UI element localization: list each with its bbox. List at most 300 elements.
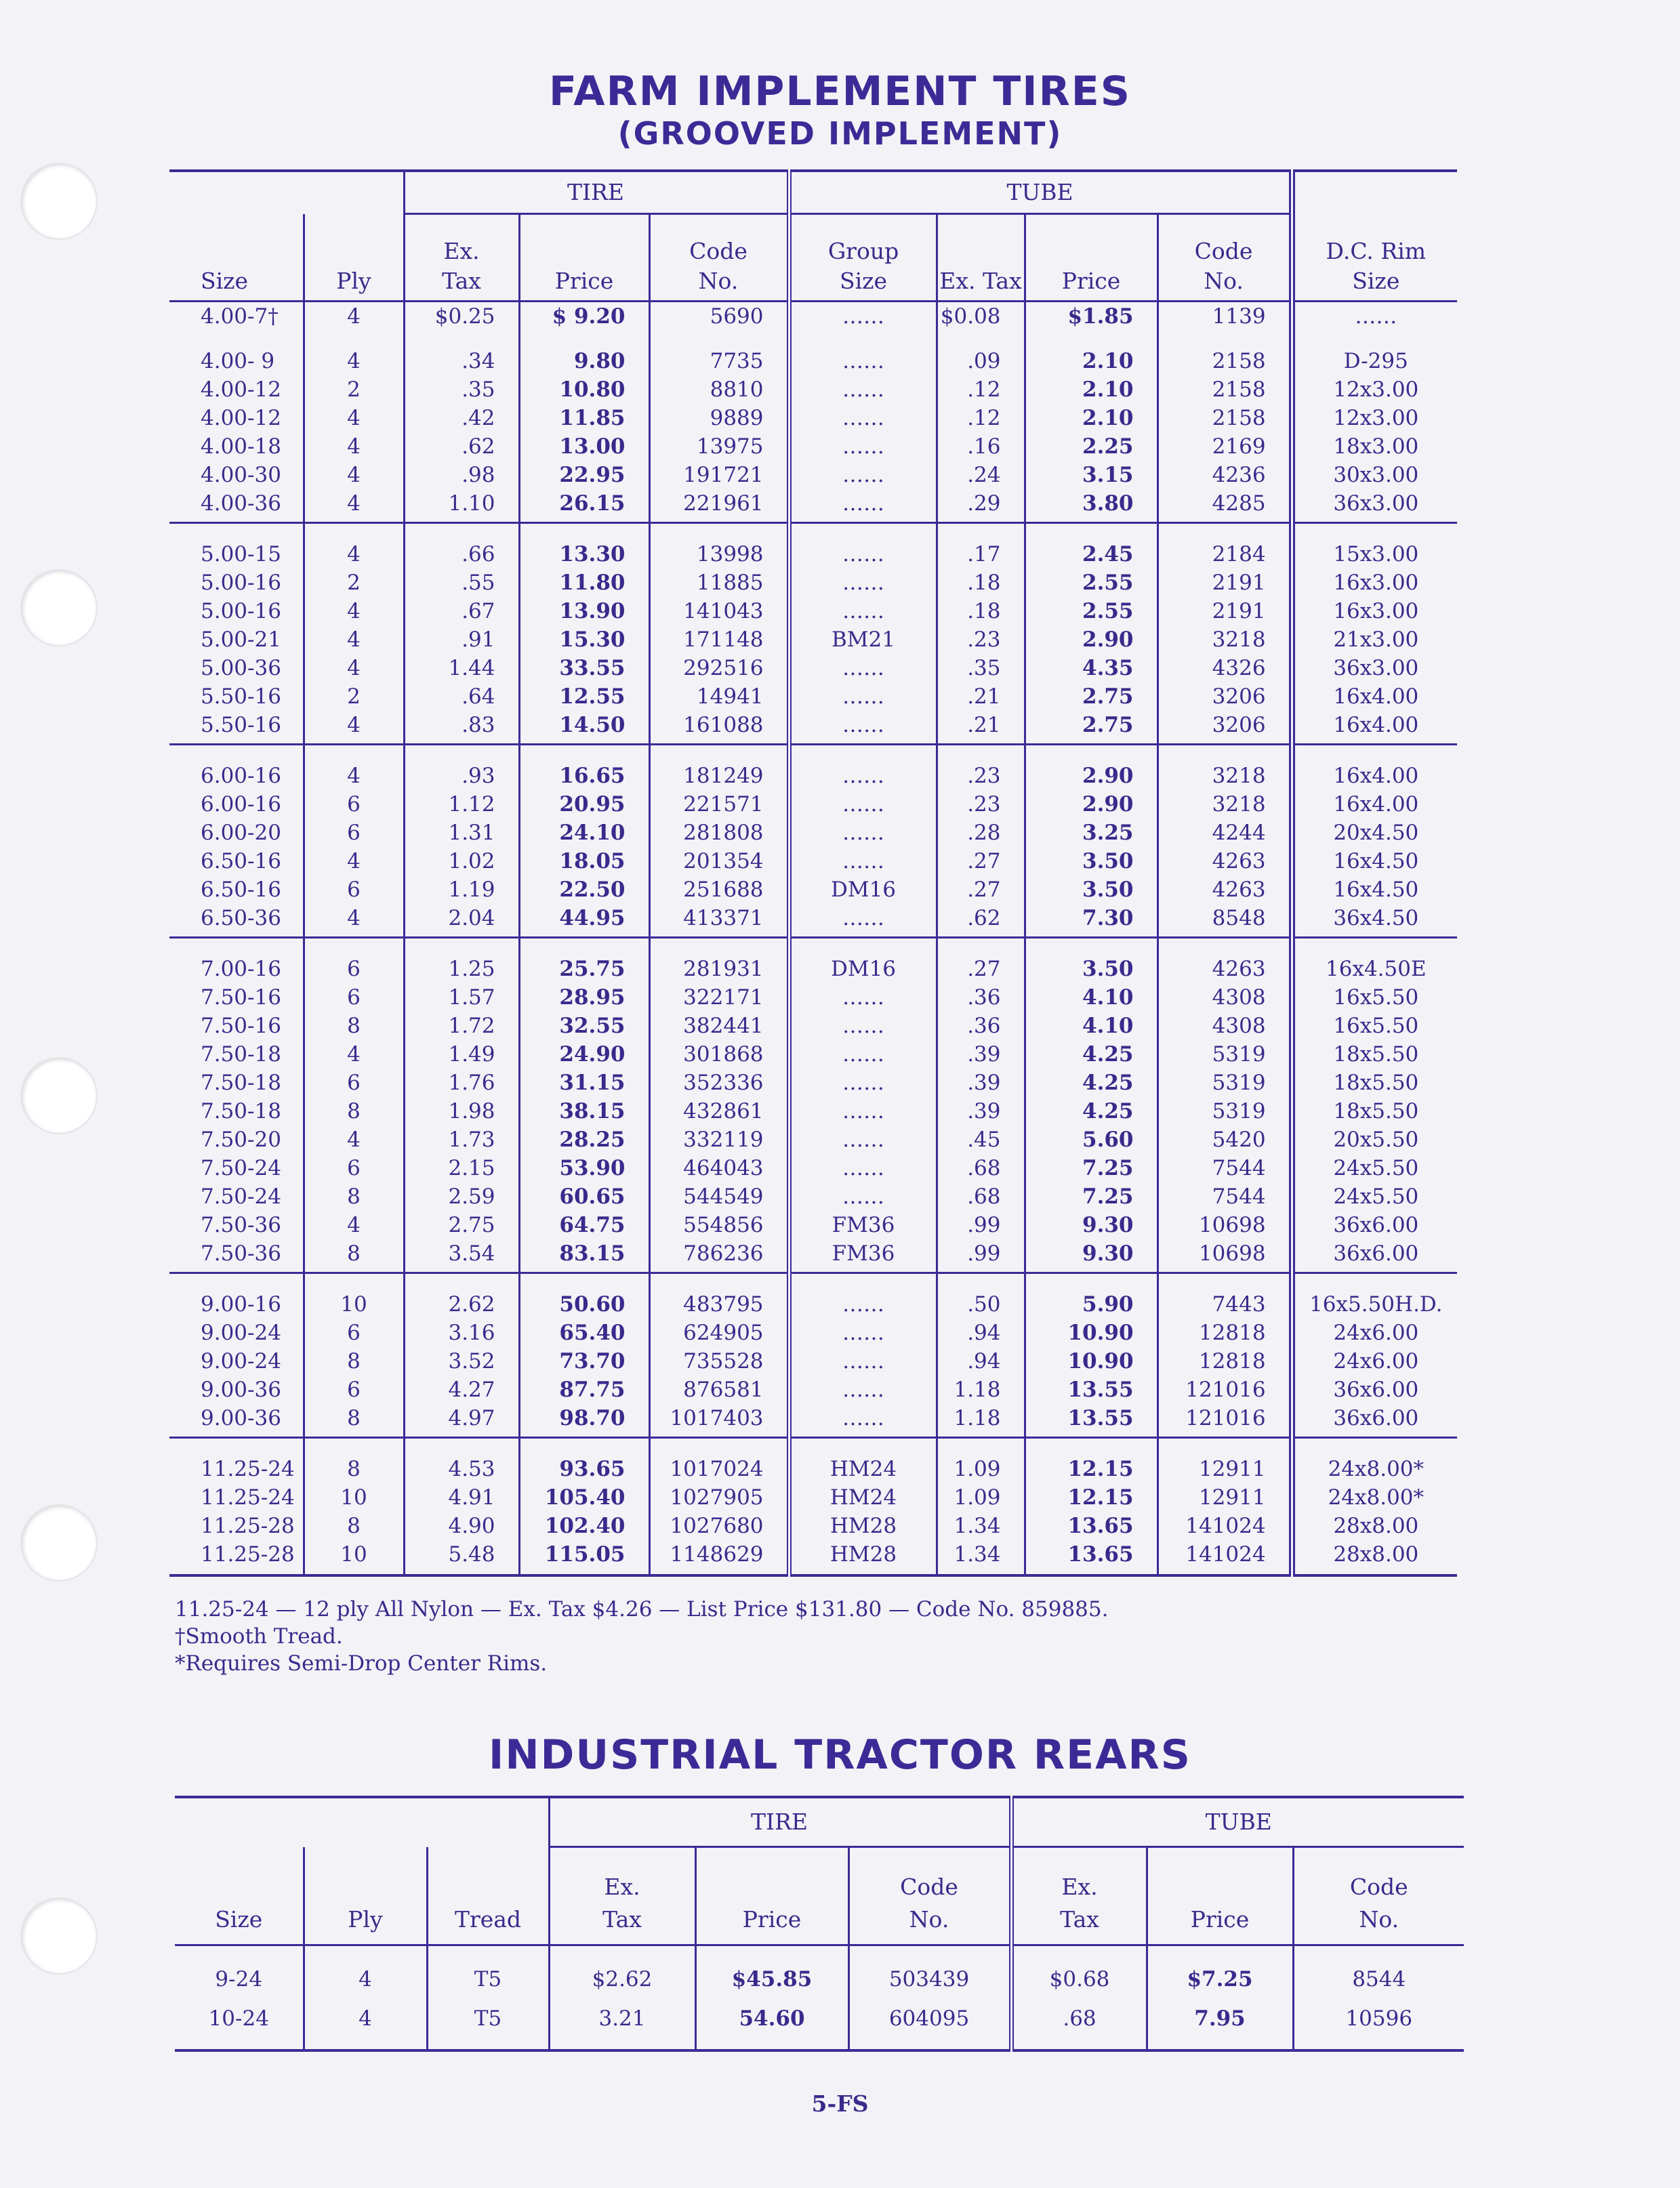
cell-price: 64.75 <box>519 1211 649 1239</box>
cell-tube-code-no: 10698 <box>1157 1239 1292 1273</box>
cell-tube-price: 3.50 <box>1025 847 1157 875</box>
cell-size: 5.00-15 <box>201 542 281 566</box>
table-row <box>169 404 1457 432</box>
table-row <box>169 682 1457 711</box>
cell-ex-tax: .35 <box>404 375 519 404</box>
cell-tube-code-no: 2191 <box>1157 569 1292 597</box>
cell-price: 15.30 <box>519 625 649 654</box>
cell-group-size: …… <box>789 819 937 847</box>
cell-tube-code-no: 2158 <box>1157 375 1292 404</box>
binder-hole <box>20 163 98 240</box>
cell-rim-size: 16x4.50 <box>1292 847 1457 875</box>
cell-rim-size: 24x8.00* <box>1292 1438 1457 1484</box>
cell-group-size: …… <box>789 1040 937 1069</box>
cell-size: 11.25-24 <box>201 1485 295 1510</box>
cell-rim-size: 16x3.00 <box>1292 597 1457 625</box>
tube-group-header: TUBE <box>789 171 1292 214</box>
cell-code-no: 876581 <box>649 1376 789 1404</box>
cell-ex-tax: 1.98 <box>404 1097 519 1126</box>
cell-rim-size: 12x3.00 <box>1292 375 1457 404</box>
ind-tire-group-header: TIRE <box>549 1797 1011 1847</box>
cell-code-no: 7735 <box>649 331 789 375</box>
cell-size: 7.50-16 <box>201 985 281 1010</box>
cell-price: 73.70 <box>519 1347 649 1376</box>
cell-ply: 2 <box>304 569 404 597</box>
cell-tube-price: 4.35 <box>1025 654 1157 682</box>
cell-tube-code-no: 3218 <box>1157 625 1292 654</box>
cell-ex-tax: .98 <box>404 461 519 489</box>
table-row <box>169 1273 1457 1319</box>
cell-tube-price: 2.25 <box>1025 432 1157 461</box>
table-row <box>169 375 1457 404</box>
cell-ex-tax: .42 <box>404 404 519 432</box>
cell-code-no: 1148629 <box>649 1540 789 1575</box>
cell-group-size: …… <box>789 404 937 432</box>
cell-ply: 4 <box>304 625 404 654</box>
cell-price: 31.15 <box>519 1069 649 1097</box>
cell-rim-size: 24x6.00 <box>1292 1319 1457 1347</box>
cell-tube-code-no: 8548 <box>1157 904 1292 938</box>
col-price: Price <box>519 214 649 302</box>
ind-tube-group-header: TUBE <box>1011 1797 1464 1847</box>
ind-col-code-no: Code No. <box>848 1847 1011 1945</box>
cell-size: 6.50-16 <box>201 849 281 873</box>
cell-tube-ex-tax: .36 <box>937 983 1025 1012</box>
table-row <box>169 1239 1457 1273</box>
cell-tube-ex-tax: .23 <box>937 745 1025 791</box>
cell-ply: 6 <box>304 1376 404 1404</box>
cell-ply: 4 <box>304 711 404 745</box>
ind-cell-tube-price: $7.25 <box>1147 1945 1293 2000</box>
table-row <box>169 1154 1457 1182</box>
cell-price: 12.55 <box>519 682 649 711</box>
cell-tube-price: 7.25 <box>1025 1154 1157 1182</box>
cell-tube-code-no: 121016 <box>1157 1404 1292 1438</box>
cell-size: 5.50-16 <box>201 684 281 709</box>
cell-rim-size: 36x6.00 <box>1292 1239 1457 1273</box>
cell-rim-size: 16x5.50H.D. <box>1292 1273 1457 1319</box>
cell-tube-price: 4.25 <box>1025 1069 1157 1097</box>
cell-group-size: …… <box>789 331 937 375</box>
cell-tube-price: 7.30 <box>1025 904 1157 938</box>
cell-size: 5.50-16 <box>169 711 304 745</box>
cell-tube-ex-tax: .45 <box>937 1126 1025 1154</box>
cell-tube-price: 12.15 <box>1025 1483 1157 1512</box>
cell-tube-price: 2.90 <box>1025 790 1157 819</box>
ind-cell-tube-price: 7.95 <box>1147 1999 1293 2050</box>
table-row <box>175 1999 1464 2050</box>
cell-rim-size: 16x5.50 <box>1292 1012 1457 1040</box>
table-row <box>169 745 1457 791</box>
ind-cell-ply: 4 <box>304 1945 427 2000</box>
cell-code-no: 544549 <box>649 1182 789 1211</box>
cell-tube-price: 2.55 <box>1025 569 1157 597</box>
table-row <box>169 302 1457 331</box>
cell-tube-code-no: 4308 <box>1157 983 1292 1012</box>
cell-ex-tax: .34 <box>404 331 519 375</box>
ind-col-tube-price: Price <box>1147 1847 1293 1945</box>
ind-col-tube-ex-tax: Ex. Tax <box>1011 1847 1147 1945</box>
cell-group-size: …… <box>789 597 937 625</box>
cell-tube-ex-tax: .29 <box>937 489 1025 523</box>
cell-ply: 10 <box>304 1483 404 1512</box>
col-tube-ex-tax: Ex. Tax <box>937 214 1025 302</box>
cell-tube-ex-tax: 1.18 <box>937 1376 1025 1404</box>
cell-price: 16.65 <box>519 745 649 791</box>
table-row <box>169 1347 1457 1376</box>
cell-price: 93.65 <box>519 1438 649 1484</box>
cell-group-size: …… <box>789 745 937 791</box>
cell-ex-tax: 1.44 <box>404 654 519 682</box>
cell-code-no: 191721 <box>649 461 789 489</box>
cell-tube-price: $1.85 <box>1025 302 1157 331</box>
table-row <box>169 904 1457 938</box>
cell-code-no: 735528 <box>649 1347 789 1376</box>
cell-price: 13.90 <box>519 597 649 625</box>
table-row <box>169 489 1457 523</box>
col-tube-price: Price <box>1025 214 1157 302</box>
cell-rim-size: 28x8.00 <box>1292 1540 1457 1575</box>
cell-tube-price: 7.25 <box>1025 1182 1157 1211</box>
ind-cell-ex-tax: $2.62 <box>549 1945 695 2000</box>
cell-size: 7.50-20 <box>201 1128 281 1152</box>
cell-ex-tax: 4.53 <box>404 1438 519 1484</box>
cell-tube-price: 10.90 <box>1025 1347 1157 1376</box>
cell-tube-price: 2.55 <box>1025 597 1157 625</box>
cell-group-size: …… <box>789 375 937 404</box>
cell-tube-ex-tax: 1.09 <box>937 1438 1025 1484</box>
cell-size: 11.25-24 <box>201 1457 295 1481</box>
cell-code-no: 786236 <box>649 1239 789 1273</box>
col-size: Size <box>169 214 304 302</box>
cell-ex-tax: 1.10 <box>404 489 519 523</box>
cell-tube-ex-tax: .09 <box>937 331 1025 375</box>
cell-rim-size: 36x4.50 <box>1292 904 1457 938</box>
cell-ply: 2 <box>304 682 404 711</box>
cell-group-size: …… <box>789 1319 937 1347</box>
ind-col-price: Price <box>695 1847 848 1945</box>
cell-code-no: 251688 <box>649 875 789 904</box>
footnotes <box>175 1596 1108 1677</box>
cell-size: 5.00-36 <box>201 656 281 680</box>
cell-price: 13.00 <box>519 432 649 461</box>
ind-cell-tube-ex-tax: .68 <box>1011 1999 1147 2050</box>
cell-rim-size: 16x4.00 <box>1292 682 1457 711</box>
cell-code-no: 382441 <box>649 1012 789 1040</box>
cell-tube-code-no: 3218 <box>1157 745 1292 791</box>
cell-tube-ex-tax: 1.34 <box>937 1512 1025 1540</box>
cell-ply: 10 <box>304 1540 404 1575</box>
cell-tube-ex-tax: .94 <box>937 1319 1025 1347</box>
cell-tube-ex-tax: .24 <box>937 461 1025 489</box>
cell-tube-ex-tax: .27 <box>937 938 1025 984</box>
cell-group-size: FM36 <box>789 1239 937 1273</box>
ind-col-tread: Tread <box>427 1847 549 1945</box>
cell-ply: 8 <box>304 1404 404 1438</box>
cell-ply: 6 <box>304 790 404 819</box>
cell-ply: 6 <box>304 875 404 904</box>
cell-group-size: …… <box>789 1182 937 1211</box>
cell-ex-tax: 5.48 <box>404 1540 519 1575</box>
cell-code-no: 332119 <box>649 1126 789 1154</box>
cell-rim-size: 20x4.50 <box>1292 819 1457 847</box>
col-group-size: Group Size <box>789 214 937 302</box>
cell-ex-tax: .62 <box>404 432 519 461</box>
cell-price: 24.90 <box>519 1040 649 1069</box>
table-row <box>169 1438 1457 1484</box>
ind-col-ex-tax: Ex. Tax <box>549 1847 695 1945</box>
cell-tube-code-no: 2184 <box>1157 523 1292 569</box>
cell-tube-ex-tax: $0.08 <box>937 302 1025 331</box>
cell-ply: 6 <box>304 1069 404 1097</box>
cell-group-size: HM24 <box>789 1438 937 1484</box>
cell-tube-code-no: 5319 <box>1157 1040 1292 1069</box>
cell-tube-ex-tax: 1.18 <box>937 1404 1025 1438</box>
table-row <box>169 1483 1457 1512</box>
industrial-title: INDUSTRIAL TRACTOR REARS <box>489 1731 1191 1779</box>
cell-tube-price: 4.25 <box>1025 1040 1157 1069</box>
cell-tube-code-no: 4326 <box>1157 654 1292 682</box>
cell-group-size: …… <box>789 682 937 711</box>
cell-ex-tax: 1.57 <box>404 983 519 1012</box>
table-row <box>169 1182 1457 1211</box>
cell-code-no: 432861 <box>649 1097 789 1126</box>
cell-ex-tax: 1.19 <box>404 875 519 904</box>
cell-tube-code-no: 4263 <box>1157 847 1292 875</box>
cell-size: 7.50-18 <box>201 1042 281 1067</box>
footnote-semi-drop: *Requires Semi-Drop Center Rims. <box>175 1651 548 1676</box>
cell-tube-ex-tax: .99 <box>937 1239 1025 1273</box>
cell-tube-ex-tax: .27 <box>937 875 1025 904</box>
cell-ply: 4 <box>304 404 404 432</box>
cell-tube-code-no: 121016 <box>1157 1376 1292 1404</box>
cell-group-size: …… <box>789 904 937 938</box>
cell-tube-price: 10.90 <box>1025 1319 1157 1347</box>
cell-ply: 6 <box>304 819 404 847</box>
cell-price: 65.40 <box>519 1319 649 1347</box>
cell-tube-ex-tax: .18 <box>937 597 1025 625</box>
cell-code-no: 554856 <box>649 1211 789 1239</box>
cell-tube-ex-tax: .21 <box>937 711 1025 745</box>
cell-tube-ex-tax: .99 <box>937 1211 1025 1239</box>
cell-ex-tax: .91 <box>404 625 519 654</box>
cell-code-no: 1027680 <box>649 1512 789 1540</box>
cell-tube-ex-tax: .39 <box>937 1069 1025 1097</box>
table-row <box>169 654 1457 682</box>
cell-group-size: …… <box>789 847 937 875</box>
ind-cell-ply: 4 <box>304 1999 427 2050</box>
cell-rim-size: 16x4.00 <box>1292 711 1457 745</box>
cell-group-size: …… <box>789 790 937 819</box>
cell-size: 4.00-12 <box>201 377 281 402</box>
cell-group-size: …… <box>789 1404 937 1438</box>
cell-size: 4.00- 9 <box>201 349 275 373</box>
cell-ex-tax: .67 <box>404 597 519 625</box>
cell-tube-ex-tax: .23 <box>937 790 1025 819</box>
cell-group-size: HM28 <box>789 1540 937 1575</box>
cell-code-no: 14941 <box>649 682 789 711</box>
cell-tube-code-no: 4308 <box>1157 1012 1292 1040</box>
ind-cell-price: 54.60 <box>695 1999 848 2050</box>
cell-rim-size: 36x6.00 <box>1292 1404 1457 1438</box>
cell-tube-price: 2.75 <box>1025 682 1157 711</box>
cell-group-size: …… <box>789 1126 937 1154</box>
table-row <box>169 790 1457 819</box>
cell-ply: 4 <box>304 432 404 461</box>
cell-size: 4.00-7† <box>201 304 279 329</box>
cell-size: 7.50-18 <box>201 1099 281 1123</box>
cell-ply: 4 <box>304 1040 404 1069</box>
cell-tube-code-no: 5420 <box>1157 1126 1292 1154</box>
table-row <box>169 597 1457 625</box>
table-row <box>169 1404 1457 1438</box>
cell-price: 22.50 <box>519 875 649 904</box>
cell-price: 28.95 <box>519 983 649 1012</box>
ind-cell-code-no: 604095 <box>848 1999 1011 2050</box>
cell-tube-ex-tax: .12 <box>937 404 1025 432</box>
cell-size: 6.50-36 <box>169 904 304 938</box>
cell-tube-ex-tax: 1.34 <box>937 1540 1025 1575</box>
cell-size: 4.00-30 <box>201 463 281 487</box>
cell-ex-tax: 1.12 <box>404 790 519 819</box>
cell-code-no: 413371 <box>649 904 789 938</box>
cell-price: 14.50 <box>519 711 649 745</box>
farm-tire-table <box>169 169 1457 1577</box>
cell-tube-ex-tax: .50 <box>937 1273 1025 1319</box>
cell-tube-code-no: 4263 <box>1157 938 1292 984</box>
table-row <box>169 983 1457 1012</box>
cell-ex-tax: 1.73 <box>404 1126 519 1154</box>
cell-ply: 4 <box>304 302 404 331</box>
ind-cell-tube-code-no: 8544 <box>1293 1945 1464 2000</box>
cell-code-no: 11885 <box>649 569 789 597</box>
cell-group-size: …… <box>789 1069 937 1097</box>
ind-col-tube-code-no: Code No. <box>1293 1847 1464 1945</box>
cell-ply: 4 <box>304 331 404 375</box>
ind-col-size: Size <box>175 1847 304 1945</box>
cell-size: 7.50-24 <box>201 1156 281 1180</box>
cell-ex-tax: 3.52 <box>404 1347 519 1376</box>
cell-ex-tax: 4.90 <box>404 1512 519 1540</box>
cell-ex-tax: .93 <box>404 745 519 791</box>
cell-price: 44.95 <box>519 904 649 938</box>
cell-ply: 4 <box>304 597 404 625</box>
cell-size: 11.25-28 <box>201 1514 295 1538</box>
cell-group-size: …… <box>789 432 937 461</box>
cell-tube-code-no: 1139 <box>1157 302 1292 331</box>
cell-price: 87.75 <box>519 1376 649 1404</box>
cell-tube-ex-tax: .28 <box>937 819 1025 847</box>
cell-price: 32.55 <box>519 1012 649 1040</box>
cell-tube-price: 12.15 <box>1025 1438 1157 1484</box>
cell-tube-ex-tax: 1.09 <box>937 1483 1025 1512</box>
table-row <box>169 1319 1457 1347</box>
cell-ex-tax: .64 <box>404 682 519 711</box>
cell-tube-code-no: 12818 <box>1157 1319 1292 1347</box>
cell-code-no: 624905 <box>649 1319 789 1347</box>
cell-tube-price: 2.10 <box>1025 375 1157 404</box>
cell-tube-code-no: 2158 <box>1157 404 1292 432</box>
cell-group-size: …… <box>789 461 937 489</box>
cell-code-no: 201354 <box>649 847 789 875</box>
cell-tube-code-no: 7544 <box>1157 1182 1292 1211</box>
cell-rim-size: 24x5.50 <box>1292 1154 1457 1182</box>
cell-tube-ex-tax: .16 <box>937 432 1025 461</box>
cell-group-size: …… <box>789 302 937 331</box>
cell-tube-price: 3.15 <box>1025 461 1157 489</box>
cell-size: 7.50-16 <box>201 1014 281 1038</box>
cell-code-no: 1027905 <box>649 1483 789 1512</box>
cell-tube-code-no: 7544 <box>1157 1154 1292 1182</box>
cell-group-size: …… <box>789 489 937 523</box>
cell-tube-price: 13.65 <box>1025 1540 1157 1575</box>
farm-title: FARM IMPLEMENT TIRES <box>549 68 1131 115</box>
cell-tube-price: 2.90 <box>1025 625 1157 654</box>
cell-size: 4.00-12 <box>201 406 281 430</box>
cell-code-no: 161088 <box>649 711 789 745</box>
cell-ply: 4 <box>304 1211 404 1239</box>
binder-hole <box>20 569 98 646</box>
cell-price: 102.40 <box>519 1512 649 1540</box>
cell-price: 25.75 <box>519 938 649 984</box>
footnote-nylon: 11.25-24 — 12 ply All Nylon — Ex. Tax $4.26 — List Price $131.80 — Code No. 859885. <box>175 1597 1109 1622</box>
cell-code-no: 9889 <box>649 404 789 432</box>
cell-ex-tax: 2.59 <box>404 1182 519 1211</box>
cell-tube-ex-tax: .94 <box>937 1347 1025 1376</box>
cell-tube-code-no: 7443 <box>1157 1273 1292 1319</box>
cell-price: 26.15 <box>519 489 649 523</box>
table-row <box>169 1540 1457 1575</box>
cell-size: 5.00-16 <box>201 599 281 623</box>
cell-tube-ex-tax: .23 <box>937 625 1025 654</box>
cell-group-size: DM16 <box>789 938 937 984</box>
cell-tube-ex-tax: .18 <box>937 569 1025 597</box>
cell-price: 22.95 <box>519 461 649 489</box>
cell-group-size: HM24 <box>789 1483 937 1512</box>
table-row <box>169 625 1457 654</box>
cell-ex-tax: 2.62 <box>404 1273 519 1319</box>
table-row <box>169 1040 1457 1069</box>
cell-group-size: FM36 <box>789 1211 937 1239</box>
cell-rim-size: 20x5.50 <box>1292 1126 1457 1154</box>
cell-rim-size: 18x5.50 <box>1292 1040 1457 1069</box>
table-row <box>169 569 1457 597</box>
col-ply: Ply <box>304 214 404 302</box>
col-code-no: Code No. <box>649 214 789 302</box>
cell-tube-ex-tax: .27 <box>937 847 1025 875</box>
cell-rim-size: 36x6.00 <box>1292 1376 1457 1404</box>
cell-price: 11.80 <box>519 569 649 597</box>
cell-rim-size: 18x3.00 <box>1292 432 1457 461</box>
cell-code-no: 1017024 <box>649 1438 789 1484</box>
cell-price: 20.95 <box>519 790 649 819</box>
binder-hole <box>20 1057 98 1134</box>
cell-ply: 8 <box>304 1182 404 1211</box>
cell-tube-code-no: 2191 <box>1157 597 1292 625</box>
cell-tube-code-no: 12911 <box>1157 1438 1292 1484</box>
cell-tube-code-no: 2158 <box>1157 331 1292 375</box>
cell-rim-size: 16x4.00 <box>1292 745 1457 791</box>
table-row <box>169 523 1457 569</box>
cell-group-size: …… <box>789 1012 937 1040</box>
cell-price: 10.80 <box>519 375 649 404</box>
cell-rim-size: 36x3.00 <box>1292 489 1457 523</box>
table-row <box>169 1069 1457 1097</box>
cell-tube-code-no: 141024 <box>1157 1512 1292 1540</box>
cell-tube-code-no: 10698 <box>1157 1211 1292 1239</box>
cell-rim-size: 36x6.00 <box>1292 1211 1457 1239</box>
cell-tube-code-no: 4236 <box>1157 461 1292 489</box>
